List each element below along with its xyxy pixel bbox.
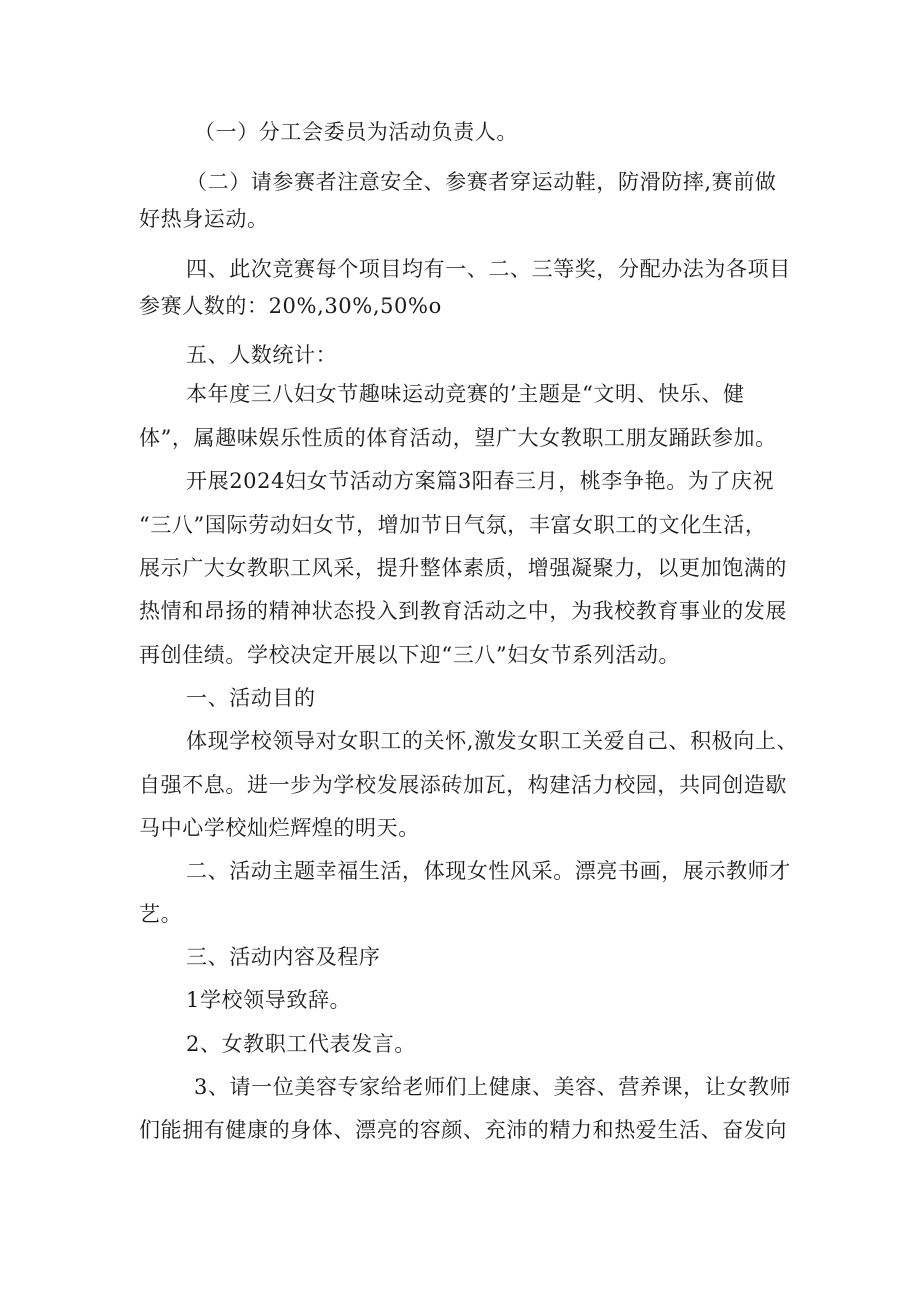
paragraph-line: （一）分工会委员为活动负责人。 bbox=[194, 120, 518, 144]
paragraph-line: 开展2024妇女节活动方案篇3阳春三月，桃李争艳。为了庆祝 bbox=[186, 469, 775, 493]
paragraph-line: 体现学校领导对女职工的关怀,激发女职工关爱自己、积极向上、 bbox=[186, 729, 799, 753]
paragraph-line: 艺。 bbox=[139, 902, 183, 926]
paragraph-line: 再创佳绩。学校决定开展以下迎“三八”妇女节系列活动。 bbox=[139, 643, 681, 667]
section-heading: 一、活动目的 bbox=[186, 686, 316, 710]
paragraph-line: （二）请参赛者注意安全、参赛者穿运动鞋，防滑防摔,赛前做 bbox=[186, 170, 777, 194]
paragraph-line: 马中心学校灿烂辉煌的明天。 bbox=[139, 816, 420, 840]
paragraph-line: 们能拥有健康的身体、漂亮的容颜、充沛的精力和热爱生活、奋发向 bbox=[139, 1118, 787, 1142]
list-item: 3、请一位美容专家给老师们上健康、美容、营养课，让女教师 bbox=[194, 1075, 792, 1099]
paragraph-line: 五、人数统计： bbox=[186, 343, 338, 367]
paragraph-line: 自强不息。进一步为学校发展添砖加瓦，构建活力校园，共同创造歇 bbox=[139, 773, 787, 797]
paragraph-line: 好热身运动。 bbox=[139, 207, 269, 231]
section-heading: 三、活动内容及程序 bbox=[186, 945, 381, 969]
paragraph-line: 本年度三八妇女节趣味运动竞赛的’主题是“文明、快乐、健 bbox=[186, 382, 745, 406]
paragraph-line: 参赛人数的：20%,30%,50%o bbox=[139, 294, 442, 318]
paragraph-line: “三八”国际劳动妇女节，增加节日气氛，丰富女职工的文化生活， bbox=[139, 513, 767, 537]
paragraph-line: 热情和昂扬的精神状态投入到教育活动之中，为我校教育事业的发展 bbox=[139, 599, 787, 623]
paragraph-line: 二、活动主题幸福生活，体现女性风采。漂亮书画，展示教师才 bbox=[186, 859, 791, 883]
paragraph-line: 体”，属趣味娱乐性质的体育活动，望广大女教职工朋友踊跃参加。 bbox=[139, 426, 777, 450]
paragraph-line: 展示广大女教职工风采，提升整体素质，增强凝聚力，以更加饱满的 bbox=[139, 556, 787, 580]
paragraph-line: 四、此次竞赛每个项目均有一、二、三等奖，分配办法为各项目 bbox=[186, 257, 791, 281]
list-item: 2、女教职工代表发言。 bbox=[186, 1032, 416, 1056]
list-item: 1学校领导致辞。 bbox=[186, 988, 352, 1012]
